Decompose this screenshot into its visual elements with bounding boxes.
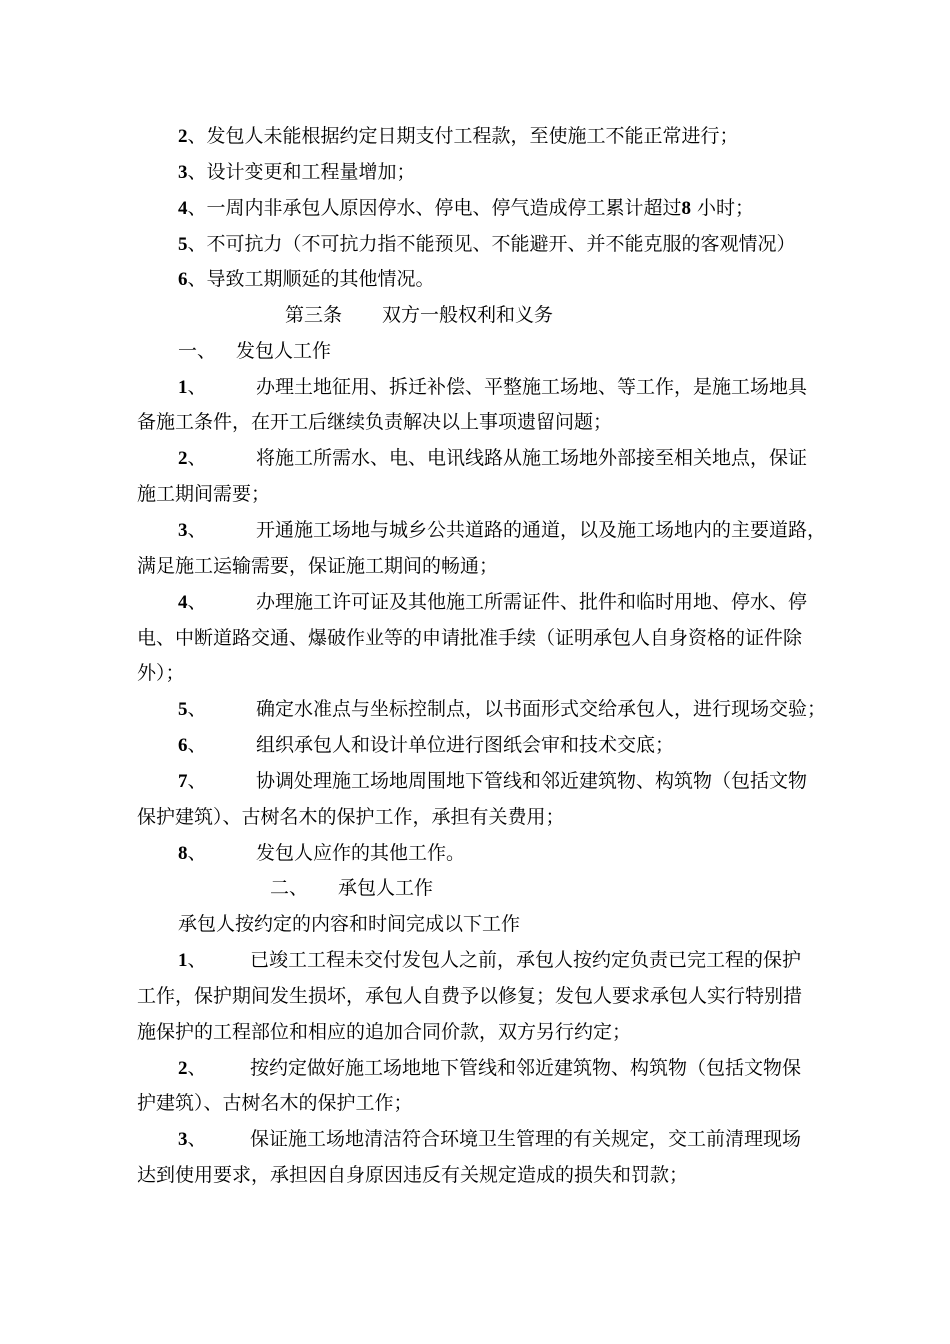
item-text: 将施工所需水、电、电讯线路从施工场地外部接至相关地点，保证 [256, 447, 808, 469]
item-text: 办理土地征用、拆迁补偿、平整施工场地、等工作，是施工场地具 [256, 376, 808, 398]
hours-number: 8 [681, 198, 692, 219]
item-text: 、设计变更和工程量增加； [187, 161, 416, 183]
item-text: 发包人应作的其他工作。 [256, 842, 466, 864]
contractor-item-1-line-1 [178, 948, 801, 973]
item-number: 2 [178, 126, 188, 147]
item-text-tail: 小时； [691, 197, 755, 219]
section-title: 承包人工作 [338, 877, 434, 899]
employer-item-3-line-1 [178, 518, 826, 543]
item-text: 按约定做好施工场地地下管线和邻近建筑物、构筑物（包括文物保 [250, 1057, 802, 1079]
delay-cause-4 [178, 196, 754, 221]
item-number: 5 [178, 699, 188, 720]
intro-text: 承包人按约定的内容和时间完成以下工作 [178, 913, 521, 935]
delay-cause-6 [178, 267, 435, 292]
item-text: 、不可抗力（不可抗力指不能预见、不能避开、并不能克服的客观情况） [187, 233, 796, 255]
item-text: 施工期间需要； [137, 483, 271, 505]
item-separator: 、 [187, 447, 207, 469]
item-number: 2 [178, 1058, 188, 1079]
item-text: 、发包人未能根据约定日期支付工程款，至使施工不能正常进行； [187, 125, 739, 147]
employer-item-7-line-1 [178, 769, 807, 794]
article-title: 双方一般权利和义务 [382, 304, 554, 326]
item-separator: 、 [187, 770, 207, 792]
item-separator: 、 [187, 376, 207, 398]
item-separator: 、 [187, 842, 207, 864]
item-text: 护建筑）、古树名木的保护工作； [137, 1092, 413, 1114]
item-text: 已竣工工程未交付发包人之前，承包人按约定负责已完工程的保护 [250, 949, 802, 971]
item-text: 、导致工期顺延的其他情况。 [187, 268, 435, 290]
item-text: 外）； [137, 662, 185, 684]
contractor-item-3-line-1 [178, 1127, 801, 1152]
employer-item-7-line-2 [137, 805, 565, 829]
employer-item-5 [178, 697, 826, 722]
section-heading-contractor [270, 876, 433, 900]
employer-item-4-line-3 [137, 661, 185, 685]
article-heading [285, 303, 553, 327]
item-text: 办理施工许可证及其他施工所需证件、批件和临时用地、停水、停 [256, 591, 808, 613]
employer-item-1-line-2 [137, 410, 612, 434]
employer-item-4-line-1 [178, 590, 807, 615]
item-text: 施保护的工程部位和相应的追加合同价款，双方另行约定； [137, 1021, 632, 1043]
delay-cause-2 [178, 124, 739, 149]
item-number: 7 [178, 771, 188, 792]
delay-cause-5 [178, 232, 796, 257]
item-number: 5 [178, 234, 188, 255]
item-number: 4 [178, 198, 188, 219]
employer-item-1-line-1 [178, 375, 807, 400]
employer-item-2-line-2 [137, 482, 270, 506]
item-text: 开通施工场地与城乡公共道路的通道，以及施工场地内的主要道路， [256, 519, 827, 541]
item-number: 3 [178, 1129, 188, 1150]
contractor-item-2-line-2 [137, 1091, 413, 1115]
item-text: 保护建筑）、古树名木的保护工作，承担有关费用； [137, 806, 565, 828]
employer-item-2-line-1 [178, 446, 807, 471]
employer-item-4-line-2 [137, 626, 802, 650]
article-number: 第三条 [285, 304, 343, 326]
item-number: 6 [178, 735, 188, 756]
item-text: 、一周内非承包人原因停水、停电、停气造成停工累计超过 [187, 197, 682, 219]
section-heading-employer [178, 339, 331, 363]
item-text: 达到使用要求，承担因自身原因违反有关规定造成的损失和罚款； [137, 1164, 689, 1186]
item-text: 确定水准点与坐标控制点，以书面形式交给承包人，进行现场交验； [256, 698, 827, 720]
section-marker: 二、 [270, 877, 309, 899]
contractor-item-1-line-2 [137, 984, 802, 1008]
delay-cause-3 [178, 160, 416, 185]
item-text: 保证施工场地清洁符合环境卫生管理的有关规定，交工前清理现场 [250, 1128, 802, 1150]
item-number: 4 [178, 592, 188, 613]
item-number: 8 [178, 843, 188, 864]
item-separator: 、 [187, 1128, 207, 1150]
item-text: 协调处理施工场地周围地下管线和邻近建筑物、构筑物（包括文物 [256, 770, 808, 792]
contractor-item-2-line-1 [178, 1056, 801, 1081]
item-text: 工作，保护期间发生损坏，承包人自费予以修复；发包人要求承包人实行特别措 [137, 985, 803, 1007]
item-separator: 、 [187, 734, 207, 756]
employer-item-8 [178, 841, 465, 866]
item-text: 电、中断道路交通、爆破作业等的申请批准手续（证明承包人自身资格的证件除 [137, 627, 803, 649]
item-text: 满足施工运输需要，保证施工期间的畅通； [137, 555, 499, 577]
section-marker: 一、 [178, 340, 217, 362]
item-separator: 、 [187, 1057, 207, 1079]
contractor-item-3-line-2 [137, 1163, 688, 1187]
employer-item-3-line-2 [137, 554, 498, 578]
item-number: 1 [178, 377, 188, 398]
item-separator: 、 [187, 591, 207, 613]
contractor-item-1-line-3 [137, 1020, 631, 1044]
item-number: 6 [178, 269, 188, 290]
item-text: 备施工条件，在开工后继续负责解决以上事项遗留问题； [137, 411, 613, 433]
item-number: 3 [178, 162, 188, 183]
contractor-intro [178, 912, 520, 936]
item-number: 2 [178, 448, 188, 469]
section-title: 发包人工作 [236, 340, 332, 362]
employer-item-6 [178, 733, 674, 758]
item-text: 组织承包人和设计单位进行图纸会审和技术交底； [256, 734, 675, 756]
item-number: 3 [178, 520, 188, 541]
item-separator: 、 [187, 949, 207, 971]
item-separator: 、 [187, 519, 207, 541]
item-number: 1 [178, 950, 188, 971]
item-separator: 、 [187, 698, 207, 720]
